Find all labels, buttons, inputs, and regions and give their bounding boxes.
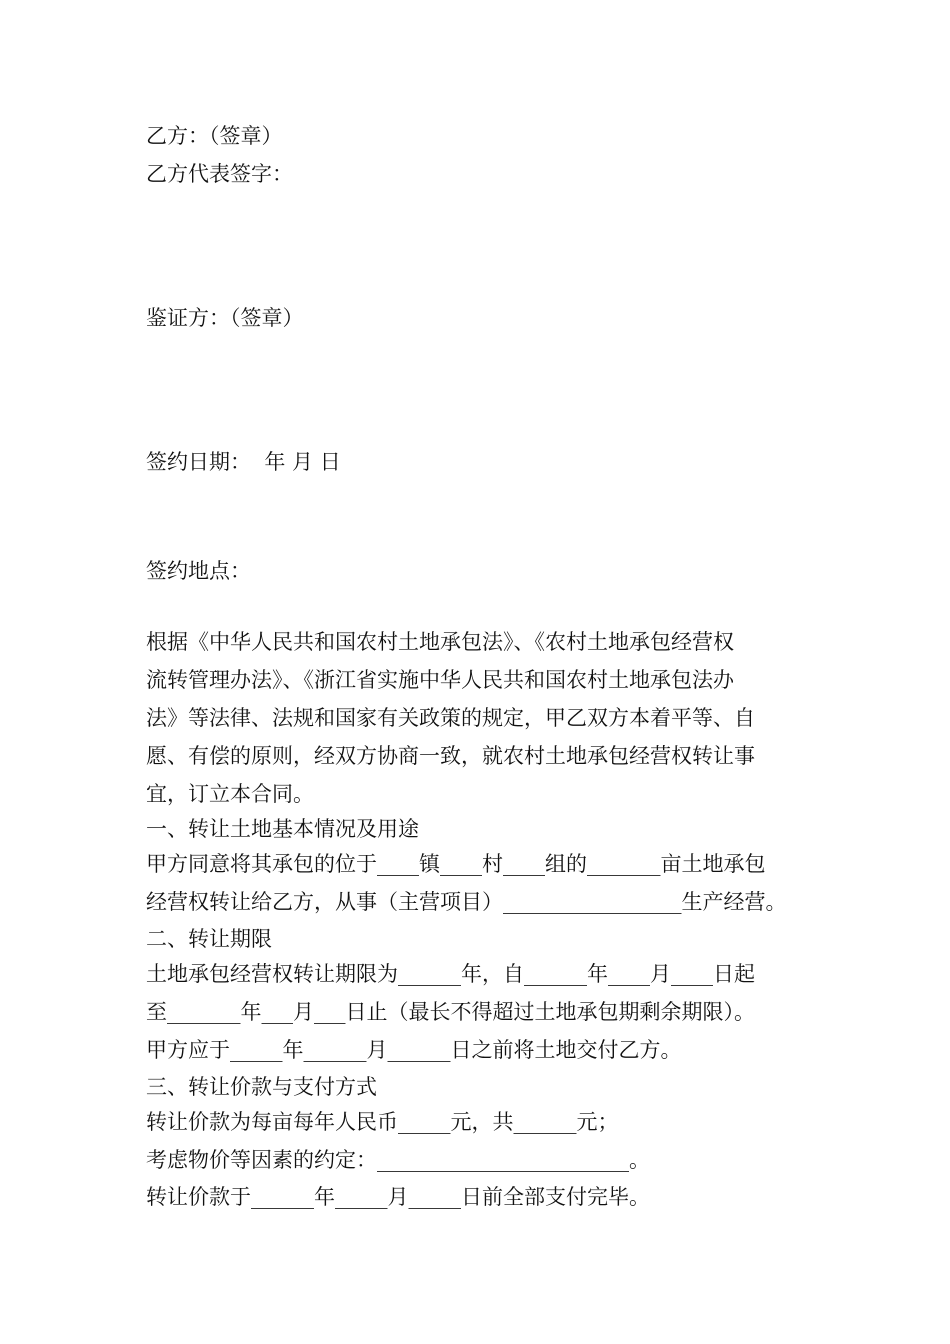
preamble-line: 流转管理办法》、《浙江省实施中华人民共和国农村土地承包法办 (146, 668, 734, 692)
section-heading: 三、转让价款与支付方式 (146, 1075, 377, 1099)
section-body-line: 土地承包经营权转让期限为______年，自______年____月____日起 (146, 962, 755, 986)
section-body-line: 转让价款于______年_____月_____日前全部支付完毕。 (146, 1185, 650, 1209)
preamble-line: 根据《中华人民共和国农村土地承包法》、《农村土地承包经营权 (146, 630, 734, 654)
party-b-seal-line: 乙方：（签章） (146, 124, 283, 148)
preamble-line: 法》等法律、法规和国家有关政策的规定，甲乙双方本着平等、自 (146, 706, 755, 730)
signing-date-line: 签约日期： 年 月 日 (146, 450, 341, 474)
section-body-line: 转让价款为每亩每年人民币_____元，共______元； (146, 1110, 619, 1134)
preamble-line: 宜，订立本合同。 (146, 782, 314, 806)
section-heading: 二、转让期限 (146, 927, 272, 951)
section-body-line: 经营权转让给乙方，从事（主营项目）_________________生产经营。 (146, 890, 787, 914)
preamble-line: 愿、有偿的原则，经双方协商一致，就农村土地承包经营权转让事 (146, 744, 755, 768)
signing-place-line: 签约地点： (146, 559, 251, 583)
section-body-line: 甲方同意将其承包的位于____镇____村____组的_______亩土地承包 (146, 852, 766, 876)
section-body-line: 甲方应于_____年______月______日之前将土地交付乙方。 (146, 1038, 682, 1062)
section-heading: 一、转让土地基本情况及用途 (146, 817, 419, 841)
party-b-rep-signature-line: 乙方代表签字： (146, 162, 293, 186)
section-body-line: 至_______年___月___日止（最长不得超过土地承包期剩余期限）。 (146, 1000, 755, 1024)
verifier-seal-line: 鉴证方：（签章） (146, 306, 304, 330)
section-body-line: 考虑物价等因素的约定：________________________。 (146, 1148, 650, 1172)
